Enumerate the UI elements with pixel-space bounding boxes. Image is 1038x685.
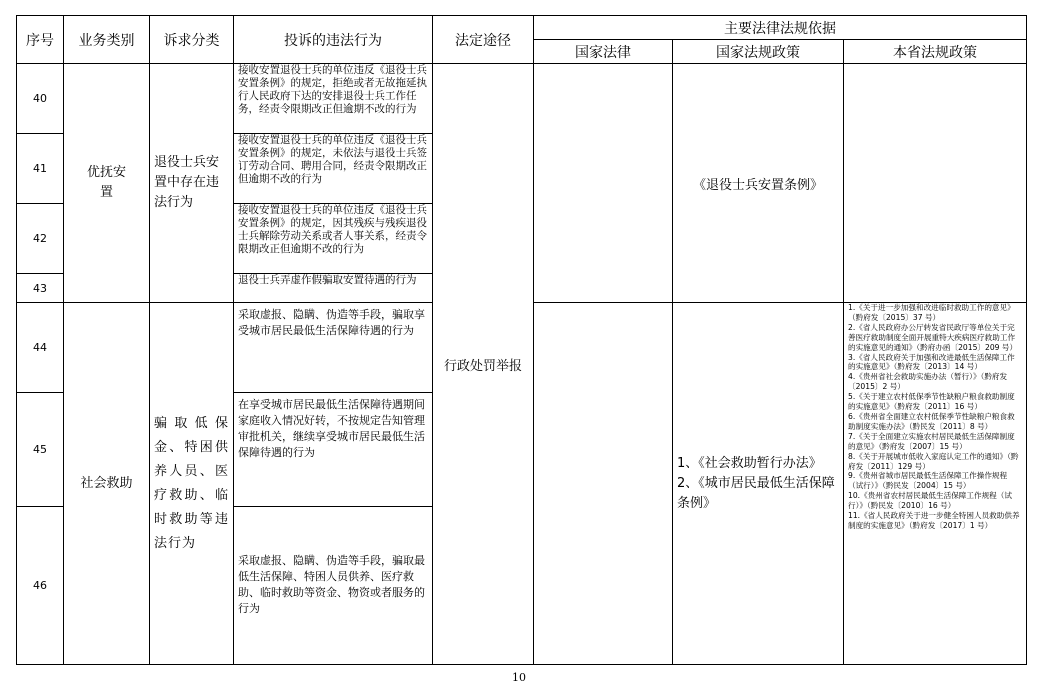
national-reg-item: 2、《城市居民最低生活保障条例》 [677, 475, 835, 511]
provincial-reg-cell [844, 64, 1027, 303]
provincial-reg-item: 11.《省人民政府关于进一步健全特困人员救助供养制度的实施意见》（黔府发〔2017〕1 号） [848, 511, 1020, 530]
regulation-table [16, 15, 1027, 665]
national-reg-cell: 《退役士兵安置条例》 [673, 64, 844, 303]
header-national-law: 国家法律 [534, 40, 673, 64]
provincial-reg-item: 3.《省人民政府关于加强和改进最低生活保障工作的实施意见》（黔府发〔2013〕14 号） [848, 352, 1015, 372]
header-basis: 主要法律法规依据 [534, 16, 1027, 40]
legal-route: 行政处罚举报 [433, 64, 534, 665]
claim-category: 骗取低保金、特困供养人员、医疗救助、临时救助等违法行为 [150, 303, 234, 665]
national-reg-cell [673, 303, 844, 665]
row-number: 42 [17, 204, 64, 274]
national-law-cell [534, 303, 673, 665]
violation-text: 退役士兵弄虚作假骗取安置待遇的行为 [234, 274, 433, 303]
page-number: 10 [512, 671, 526, 684]
business-category: 社会救助 [64, 303, 150, 665]
business-category [64, 64, 150, 303]
provincial-reg-item: 4.《贵州省社会救助实施办法（暂行）》（黔府发〔2015〕2 号） [848, 372, 1008, 392]
header-seq: 序号 [17, 16, 64, 64]
row-number: 40 [17, 64, 64, 134]
row-number: 41 [17, 134, 64, 204]
provincial-reg-item: 6.《贵州省全面建立农村低保季节性缺粮户粮食救助制度实施办法》（黔民发〔2011〕8 号） [848, 411, 1015, 431]
violation-text: 采取虚报、隐瞒、伪造等手段，骗取享受城市居民最低生活保障待遇的行为 [234, 303, 433, 393]
header-route: 法定途径 [433, 16, 534, 64]
business-category-text: 优抚安置 [86, 165, 126, 200]
provincial-reg-item: 7.《关于全面建立实施农村居民最低生活保障制度的意见》（黔府发〔2007〕15 号） [848, 431, 1015, 451]
header-claim: 诉求分类 [150, 16, 234, 64]
row-number: 44 [17, 303, 64, 393]
violation-text: 接收安置退役士兵的单位违反《退役士兵安置条例》的规定，因其残疾与残疾退役士兵解除劳动关系或者人事关系，经责令限期改正但逾期不改的行为 [234, 204, 433, 274]
violation-text: 接收安置退役士兵的单位违反《退役士兵安置条例》的规定，未依法与退役士兵签订劳动合同、聘用合同，经责令限期改正但逾期不改的行为 [234, 134, 433, 204]
row-number: 43 [17, 274, 64, 303]
row-number: 45 [17, 393, 64, 507]
claim-category-text: 退役士兵安置中存在违法行为 [154, 155, 220, 210]
provincial-reg-item: 2.《省人民政府办公厅转发省民政厅等单位关于完善医疗救助制度全面开展重特大疾病医疗救助工作的实施意见的通知》（黔府办函〔2015〕209 号） [848, 322, 1018, 352]
provincial-reg-item: 5.《关于建立农村低保季节性缺粮户粮食救助制度的实施意见》（黔府发〔2011〕16 号） [848, 392, 1015, 412]
header-business: 业务类别 [64, 16, 150, 64]
header-violation: 投诉的违法行为 [234, 16, 433, 64]
violation-text: 采取虚报、隐瞒、伪造等手段，骗取最低生活保障、特困人员供养、医疗救助、临时救助等资金、物资或者服务的行为 [234, 507, 433, 665]
violation-text: 接收安置退役士兵的单位违反《退役士兵安置条例》的规定，拒绝或者无故拖延执行人民政府下达的安排退役士兵工作任务，经责令限期改正但逾期不改的行为 [234, 64, 433, 134]
provincial-reg-item: 1.《关于进一步加强和改进临时救助工作的意见》（黔府发〔2015〕37 号） [848, 303, 1015, 322]
row-number: 46 [17, 507, 64, 665]
table-row [17, 64, 1027, 134]
header-provincial-reg: 本省法规政策 [844, 40, 1027, 64]
provincial-reg-item: 9.《贵州省城市居民最低生活保障工作操作规程（试行）》（黔民发〔2004〕15 号） [848, 471, 1008, 491]
violation-text: 在享受城市居民最低生活保障待遇期间家庭收入情况好转，不按规定告知管理审批机关，继续享受城市居民最低生活保障待遇的行为 [234, 393, 433, 507]
national-reg-item: 1、《社会救助暂行办法》 [677, 455, 822, 471]
provincial-reg-item: 8.《关于开展城市低收入家庭认定工作的通知》（黔府发〔2011〕129 号） [848, 451, 1019, 471]
national-law-cell [534, 64, 673, 303]
claim-category [150, 64, 234, 303]
provincial-reg-item: 10.《贵州省农村居民最低生活保障工作规程（试行）》（黔民发〔2010〕16 号） [848, 491, 1012, 511]
header-national-reg: 国家法规政策 [673, 40, 844, 64]
provincial-reg-cell [844, 303, 1027, 665]
